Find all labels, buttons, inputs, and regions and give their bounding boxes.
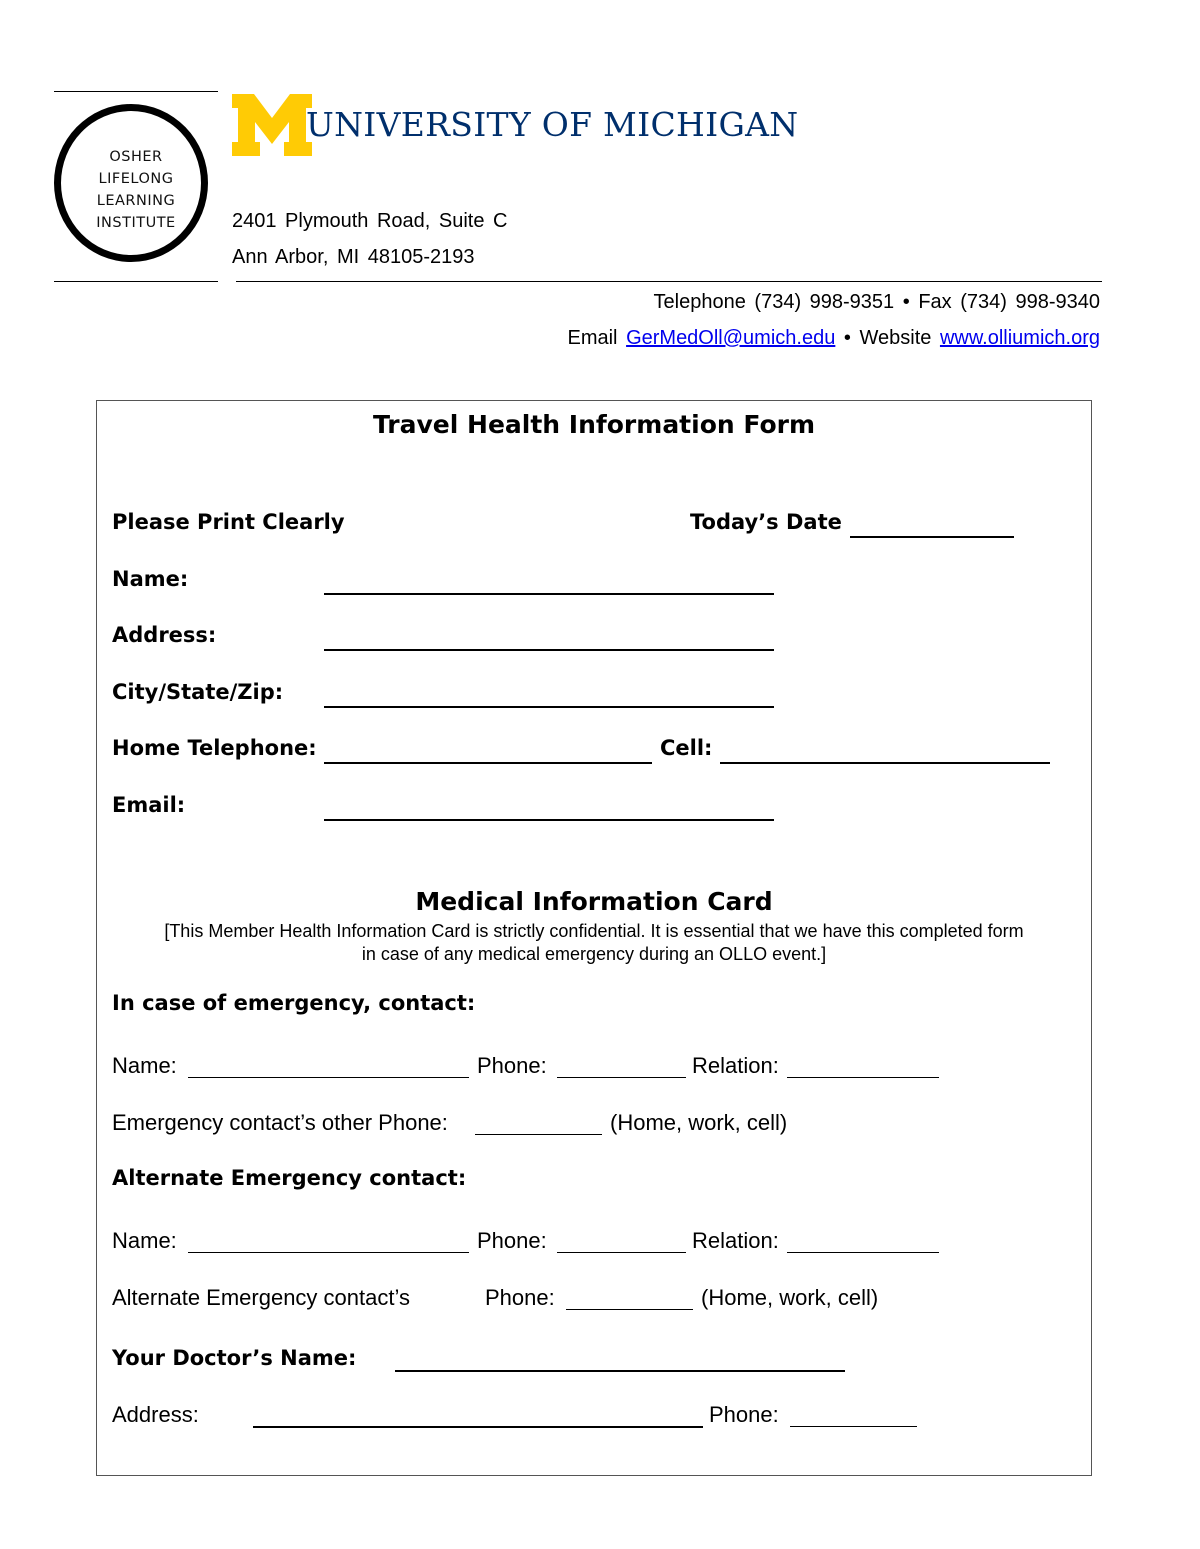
emergency-relation-label: Relation: — [692, 1053, 779, 1078]
email-field[interactable] — [324, 819, 774, 821]
print-clearly-label: Please Print Clearly — [112, 510, 345, 534]
alt-contact-phone-field[interactable] — [566, 1309, 693, 1310]
name-label: Name: — [112, 567, 189, 591]
emergency-phone-label: Phone: — [477, 1053, 547, 1078]
bullet: • — [902, 291, 910, 313]
doctor-address-label: Address: — [112, 1402, 199, 1427]
address-field[interactable] — [324, 649, 774, 651]
alt-contact-phone-label: Phone: — [485, 1285, 555, 1310]
alt-phone-field[interactable] — [557, 1252, 686, 1253]
doctor-name-label: Your Doctor’s Name: — [112, 1346, 357, 1370]
alt-name-field[interactable] — [188, 1252, 469, 1253]
logo-line: INSTITUTE — [96, 215, 176, 231]
address-label: Address: — [112, 623, 217, 647]
emergency-relation-field[interactable] — [787, 1077, 939, 1078]
address-line-1: 2401 Plymouth Road, Suite C — [232, 210, 508, 232]
alt-name-label: Name: — [112, 1228, 177, 1253]
city-state-zip-field[interactable] — [324, 706, 774, 708]
alt-contact-phone-types: (Home, work, cell) — [701, 1285, 879, 1310]
emergency-heading: In case of emergency, contact: — [112, 991, 476, 1015]
medical-card-title: Medical Information Card — [415, 887, 773, 916]
address-line-2: Ann Arbor, MI 48105-2193 — [232, 246, 475, 268]
email-label: Email: — [112, 793, 186, 817]
website-label: Website — [859, 327, 932, 349]
cell-label: Cell: — [660, 736, 713, 760]
email-label: Email — [567, 327, 618, 349]
note-line: [This Member Health Information Card is strictly confidential. It is essential that we have this completed form — [164, 921, 1024, 941]
cell-field[interactable] — [720, 762, 1050, 764]
university-name: UNIVERSITY OF MICHIGAN — [306, 105, 799, 144]
doctor-name-field[interactable] — [395, 1370, 845, 1372]
alt-relation-field[interactable] — [787, 1252, 939, 1253]
other-phone-label: Emergency contact’s other Phone: — [112, 1110, 448, 1135]
note-line: in case of any medical emergency during an OLLO event.] — [361, 944, 827, 964]
bullet: • — [843, 327, 851, 349]
name-field[interactable] — [324, 593, 774, 595]
home-telephone-label: Home Telephone: — [112, 736, 317, 760]
website-link[interactable]: www.olliumich.org — [939, 327, 1100, 349]
logo-line: LEARNING — [96, 193, 176, 209]
phone-fax-line — [654, 291, 1100, 314]
block-m-logo — [232, 94, 312, 156]
emergency-name-label: Name: — [112, 1053, 177, 1078]
other-phone-types: (Home, work, cell) — [610, 1110, 788, 1135]
doctor-phone-field[interactable] — [790, 1426, 917, 1427]
fax-text: Fax (734) 998-9340 — [918, 291, 1100, 313]
logo-top-rule — [54, 91, 218, 92]
emergency-name-field[interactable] — [188, 1077, 469, 1078]
telephone-text: Telephone (734) 998-9351 — [653, 291, 895, 313]
alt-phone-label: Phone: — [477, 1228, 547, 1253]
todays-date-label: Today’s Date — [690, 510, 842, 534]
form-title: Travel Health Information Form — [372, 410, 816, 439]
alt-relation-label: Relation: — [692, 1228, 779, 1253]
alternate-heading: Alternate Emergency contact: — [112, 1166, 467, 1190]
todays-date-field[interactable] — [850, 536, 1014, 538]
alt-contact-label: Alternate Emergency contact’s — [112, 1285, 410, 1310]
emergency-phone-field[interactable] — [557, 1077, 686, 1078]
other-phone-field[interactable] — [475, 1134, 602, 1135]
osher-logo-text — [60, 146, 212, 234]
logo-line: OSHER — [109, 149, 163, 165]
home-telephone-field[interactable] — [324, 762, 652, 764]
email-link[interactable]: GerMedOll@umich.edu — [626, 327, 836, 349]
header-rule — [236, 281, 1102, 282]
doctor-phone-label: Phone: — [709, 1402, 779, 1427]
city-state-zip-label: City/State/Zip: — [112, 680, 284, 704]
doctor-address-field[interactable] — [253, 1426, 703, 1428]
confidential-note — [96, 920, 1092, 966]
logo-line: LIFELONG — [98, 171, 174, 187]
email-website-line — [567, 327, 1100, 350]
logo-bottom-rule — [54, 281, 218, 282]
